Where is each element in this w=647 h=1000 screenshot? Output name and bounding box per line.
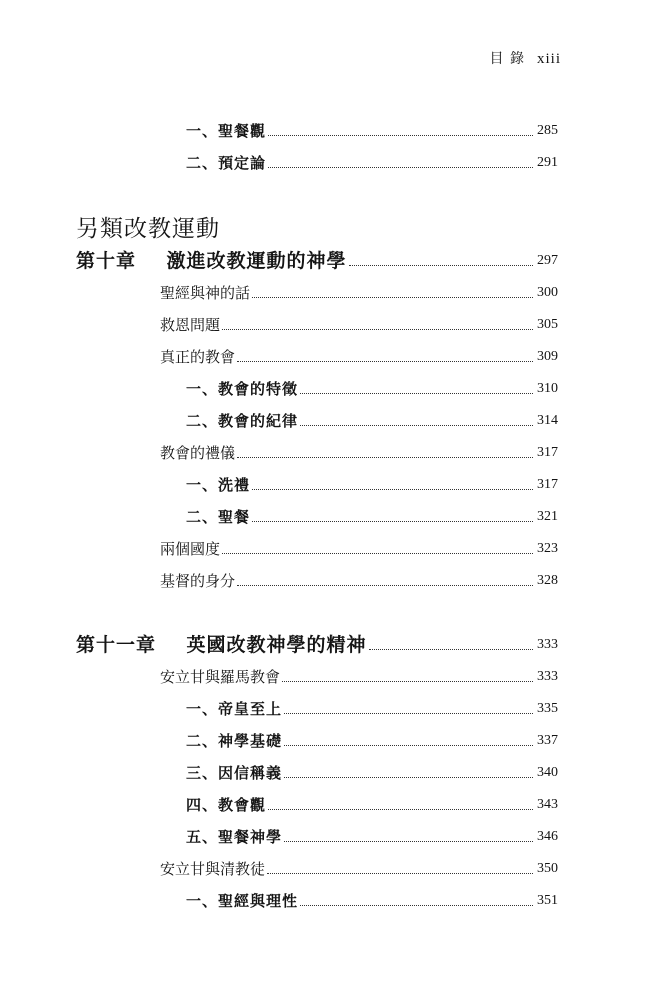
page-folio: xiii <box>536 51 561 67</box>
toc-entry[interactable]: 五、聖餐神學 346 <box>186 828 558 846</box>
toc-entry[interactable]: 一、帝皇至上 335 <box>186 700 558 718</box>
page-number: 335 <box>537 701 558 716</box>
toc-entry[interactable]: 一、聖經與理性 351 <box>186 892 558 910</box>
toc-entry[interactable]: 安立甘與羅馬教會 333 <box>160 668 558 686</box>
toc-entry[interactable]: 兩個國度 323 <box>160 540 558 558</box>
page-number: 314 <box>537 413 558 428</box>
page-number: 305 <box>537 317 558 332</box>
page-number: 333 <box>537 669 558 684</box>
page-number: 328 <box>537 573 558 588</box>
page-number: 285 <box>537 123 558 138</box>
page-number: 297 <box>537 253 558 268</box>
page-number: 350 <box>537 861 558 876</box>
page-number: 310 <box>537 381 558 396</box>
page-number: 333 <box>537 637 558 652</box>
toc-entry[interactable]: 四、教會觀 343 <box>186 796 558 814</box>
page-number: 300 <box>537 285 558 300</box>
page-number: 291 <box>537 155 558 170</box>
running-header <box>490 48 561 68</box>
toc-entry[interactable]: 二、神學基礎 337 <box>186 732 558 750</box>
header-title: 目 錄 <box>489 51 525 67</box>
toc-entry[interactable]: 三、因信稱義 340 <box>186 764 558 782</box>
chapter-number: 第十章 <box>76 250 137 272</box>
toc-entry[interactable]: 聖經與神的話 300 <box>160 284 558 302</box>
toc-entry[interactable]: 安立甘與清教徒 350 <box>160 860 558 878</box>
page-number: 340 <box>537 765 558 780</box>
toc-chapter-10[interactable] <box>76 250 558 272</box>
page-number: 323 <box>537 541 558 556</box>
page-number: 321 <box>537 509 558 524</box>
toc-entry[interactable]: 一、聖餐觀 285 <box>186 122 558 140</box>
page-number: 309 <box>537 349 558 364</box>
toc-entry[interactable]: 教會的禮儀 317 <box>160 444 558 462</box>
page-number: 317 <box>537 445 558 460</box>
chapter-title: 英國改教神學的精神 <box>186 634 367 656</box>
toc-chapter-11[interactable] <box>76 634 558 656</box>
page-number: 317 <box>537 477 558 492</box>
page-number: 337 <box>537 733 558 748</box>
toc-entry[interactable]: 一、洗禮 317 <box>186 476 558 494</box>
toc-entry[interactable]: 真正的教會 309 <box>160 348 558 366</box>
toc-entry[interactable]: 二、聖餐 321 <box>186 508 558 526</box>
toc-entry[interactable]: 一、教會的特徵 310 <box>186 380 558 398</box>
page-number: 343 <box>537 797 558 812</box>
page-number: 346 <box>537 829 558 844</box>
page-number: 351 <box>537 893 558 908</box>
chapter-title: 激進改教運動的神學 <box>166 250 347 272</box>
toc-entry[interactable]: 基督的身分 328 <box>160 572 558 590</box>
toc-entry[interactable]: 二、預定論 291 <box>186 154 558 172</box>
toc-entry[interactable]: 二、教會的紀律 314 <box>186 412 558 430</box>
chapter-number: 第十一章 <box>76 634 157 656</box>
toc-entry[interactable]: 救恩問題 305 <box>160 316 558 334</box>
part-title: 另類改教運動 <box>76 216 220 242</box>
